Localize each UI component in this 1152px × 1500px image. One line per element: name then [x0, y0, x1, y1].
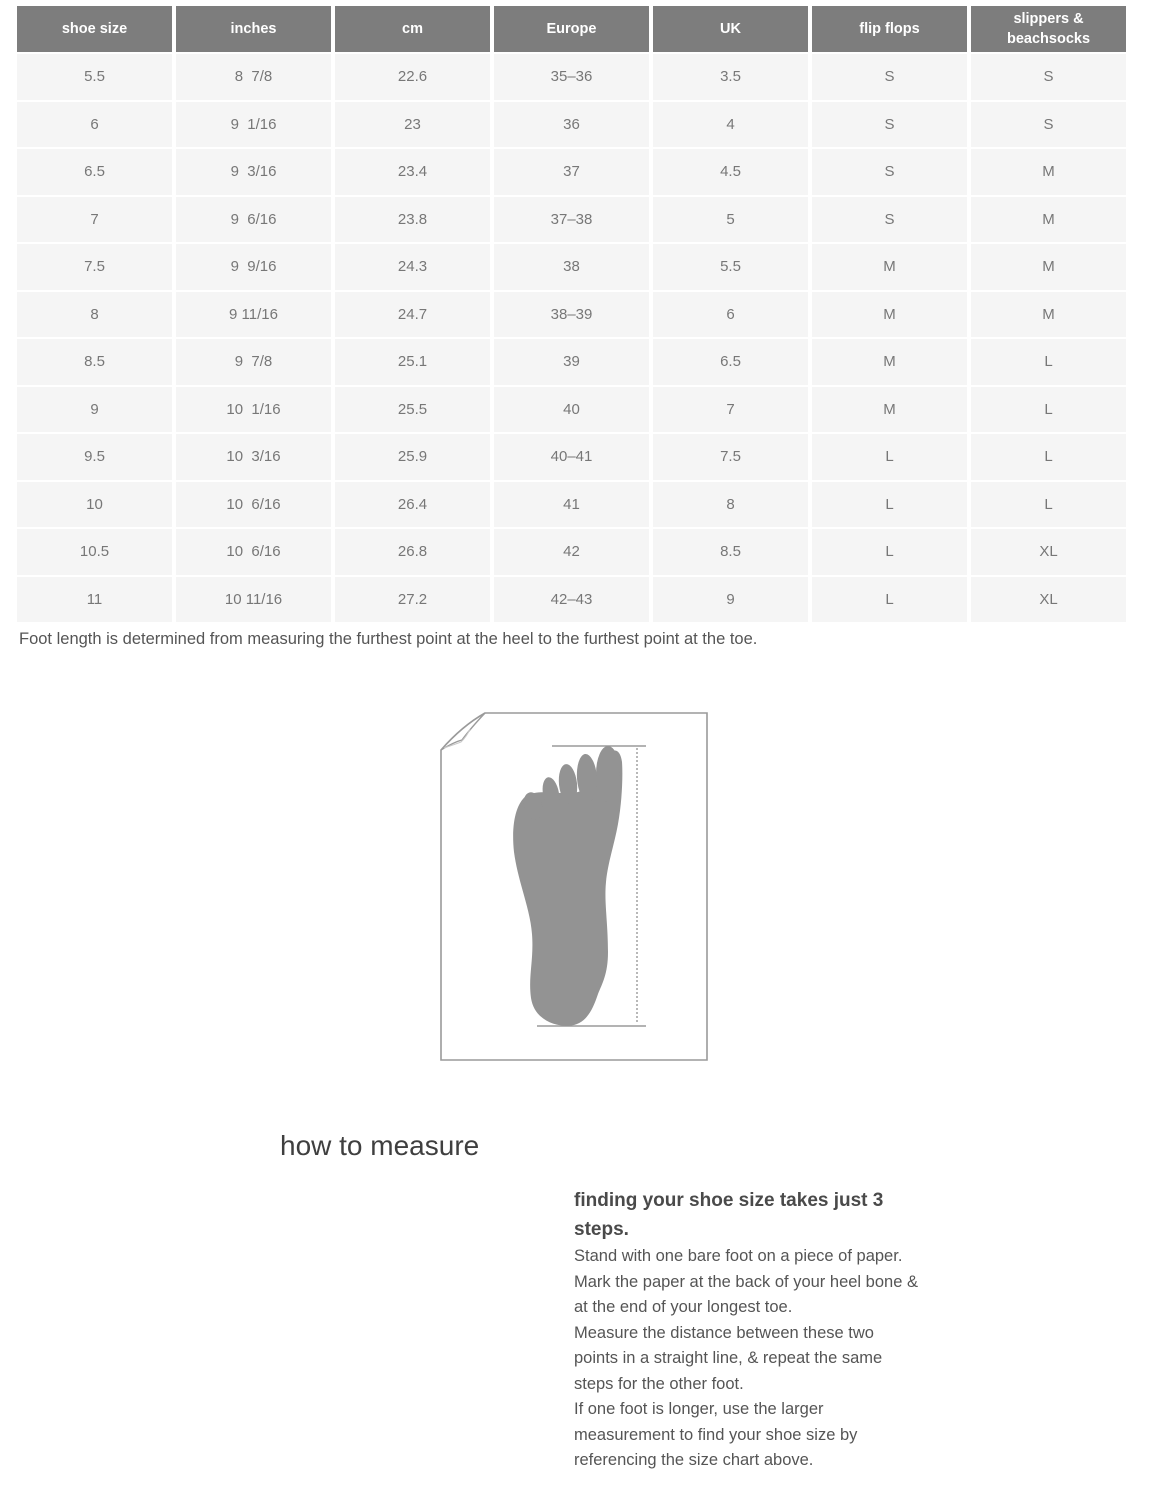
table-cell: L	[971, 387, 1126, 433]
table-cell: 26.4	[335, 482, 490, 528]
column-header: cm	[335, 6, 490, 52]
table-cell: 10 11/16	[176, 577, 331, 623]
table-cell: 5	[653, 197, 808, 243]
table-cell: 11	[17, 577, 172, 623]
table-cell: 5.5	[17, 54, 172, 100]
table-cell: 25.9	[335, 434, 490, 480]
size-chart-table	[13, 4, 1130, 624]
table-cell: 10	[17, 482, 172, 528]
table-cell: 42	[494, 529, 649, 575]
table-row	[17, 244, 1126, 290]
table-cell: L	[971, 482, 1126, 528]
foot-length-note: Foot length is determined from measuring the furthest point at the heel to the furthest point at the toe.	[19, 630, 758, 648]
table-cell: 9 11/16	[176, 292, 331, 338]
table-row	[17, 577, 1126, 623]
table-row	[17, 197, 1126, 243]
table-cell: 41	[494, 482, 649, 528]
table-cell: L	[812, 577, 967, 623]
table-cell: 8	[653, 482, 808, 528]
column-header: shoe size	[17, 6, 172, 52]
table-row	[17, 54, 1126, 100]
table-cell: 38–39	[494, 292, 649, 338]
table-cell: 40–41	[494, 434, 649, 480]
table-row	[17, 149, 1126, 195]
table-cell: 7	[17, 197, 172, 243]
table-row	[17, 387, 1126, 433]
column-header: slippers & beachsocks	[971, 6, 1126, 52]
table-cell: 4	[653, 102, 808, 148]
table-cell: M	[812, 244, 967, 290]
table-cell: 9 7/8	[176, 339, 331, 385]
table-cell: S	[812, 197, 967, 243]
step-1: Stand with one bare foot on a piece of paper.	[574, 1247, 903, 1265]
table-cell: 8	[17, 292, 172, 338]
table-cell: 9 1/16	[176, 102, 331, 148]
table-cell: 7	[653, 387, 808, 433]
table-cell: 9 3/16	[176, 149, 331, 195]
table-cell: 24.3	[335, 244, 490, 290]
column-header: inches	[176, 6, 331, 52]
table-cell: 38	[494, 244, 649, 290]
table-cell: M	[971, 149, 1126, 195]
table-cell: 37–38	[494, 197, 649, 243]
table-row	[17, 339, 1126, 385]
table-cell: 10 3/16	[176, 434, 331, 480]
table-cell: XL	[971, 529, 1126, 575]
table-cell: S	[812, 54, 967, 100]
table-cell: 8.5	[653, 529, 808, 575]
table-cell: 23.8	[335, 197, 490, 243]
step-3: Measure the distance between these two points in a straight line, & repeat the same steps for the other foot.	[574, 1323, 883, 1393]
table-cell: 9 9/16	[176, 244, 331, 290]
table-cell: 27.2	[335, 577, 490, 623]
table-cell: M	[971, 197, 1126, 243]
table-cell: 4.5	[653, 149, 808, 195]
table-cell: 6	[17, 102, 172, 148]
table-row	[17, 529, 1126, 575]
table-cell: 9	[653, 577, 808, 623]
table-cell: 36	[494, 102, 649, 148]
column-header: Europe	[494, 6, 649, 52]
table-cell: 7.5	[653, 434, 808, 480]
table-cell: 9	[17, 387, 172, 433]
table-cell: 40	[494, 387, 649, 433]
table-cell: M	[812, 339, 967, 385]
table-cell: L	[812, 482, 967, 528]
table-cell: S	[971, 102, 1126, 148]
table-cell: 10 1/16	[176, 387, 331, 433]
table-cell: 9.5	[17, 434, 172, 480]
table-cell: 24.7	[335, 292, 490, 338]
table-row	[17, 482, 1126, 528]
table-header-row	[17, 6, 1126, 52]
table-cell: 9 6/16	[176, 197, 331, 243]
table-cell: 35–36	[494, 54, 649, 100]
table-cell: 23.4	[335, 149, 490, 195]
table-cell: S	[812, 149, 967, 195]
table-cell: 3.5	[653, 54, 808, 100]
table-cell: S	[971, 54, 1126, 100]
table-body	[17, 54, 1126, 622]
table-cell: M	[812, 292, 967, 338]
how-to-measure-heading: how to measure	[280, 1130, 480, 1161]
table-cell: 10 6/16	[176, 482, 331, 528]
table-cell: S	[812, 102, 967, 148]
table-cell: M	[971, 244, 1126, 290]
measure-steps	[574, 1186, 919, 1474]
table-cell: 6.5	[17, 149, 172, 195]
steps-title: finding your shoe size takes just 3 steps.	[574, 1190, 884, 1240]
table-cell: 8 7/8	[176, 54, 331, 100]
table-cell: 6.5	[653, 339, 808, 385]
step-2: Mark the paper at the back of your heel bone & at the end of your longest toe.	[574, 1272, 918, 1316]
table-cell: 39	[494, 339, 649, 385]
step-4: If one foot is longer, use the larger measurement to find your shoe size by referencing the size chart above.	[574, 1400, 858, 1469]
table-cell: M	[812, 387, 967, 433]
column-header: UK	[653, 6, 808, 52]
table-cell: L	[812, 529, 967, 575]
table-cell: 10 6/16	[176, 529, 331, 575]
table-cell: M	[971, 292, 1126, 338]
table-cell: 10.5	[17, 529, 172, 575]
foot-measure-icon	[440, 712, 710, 1064]
table-row	[17, 292, 1126, 338]
table-cell: XL	[971, 577, 1126, 623]
table-row	[17, 434, 1126, 480]
table-cell: 6	[653, 292, 808, 338]
column-header: flip flops	[812, 6, 967, 52]
table-cell: 23	[335, 102, 490, 148]
table-cell: 37	[494, 149, 649, 195]
table-row	[17, 102, 1126, 148]
table-cell: 8.5	[17, 339, 172, 385]
table-cell: L	[812, 434, 967, 480]
table-cell: 7.5	[17, 244, 172, 290]
table-cell: 25.5	[335, 387, 490, 433]
table-cell: L	[971, 434, 1126, 480]
table-cell: 22.6	[335, 54, 490, 100]
table-cell: 26.8	[335, 529, 490, 575]
table-cell: 5.5	[653, 244, 808, 290]
table-cell: 25.1	[335, 339, 490, 385]
table-cell: L	[971, 339, 1126, 385]
table-cell: 42–43	[494, 577, 649, 623]
